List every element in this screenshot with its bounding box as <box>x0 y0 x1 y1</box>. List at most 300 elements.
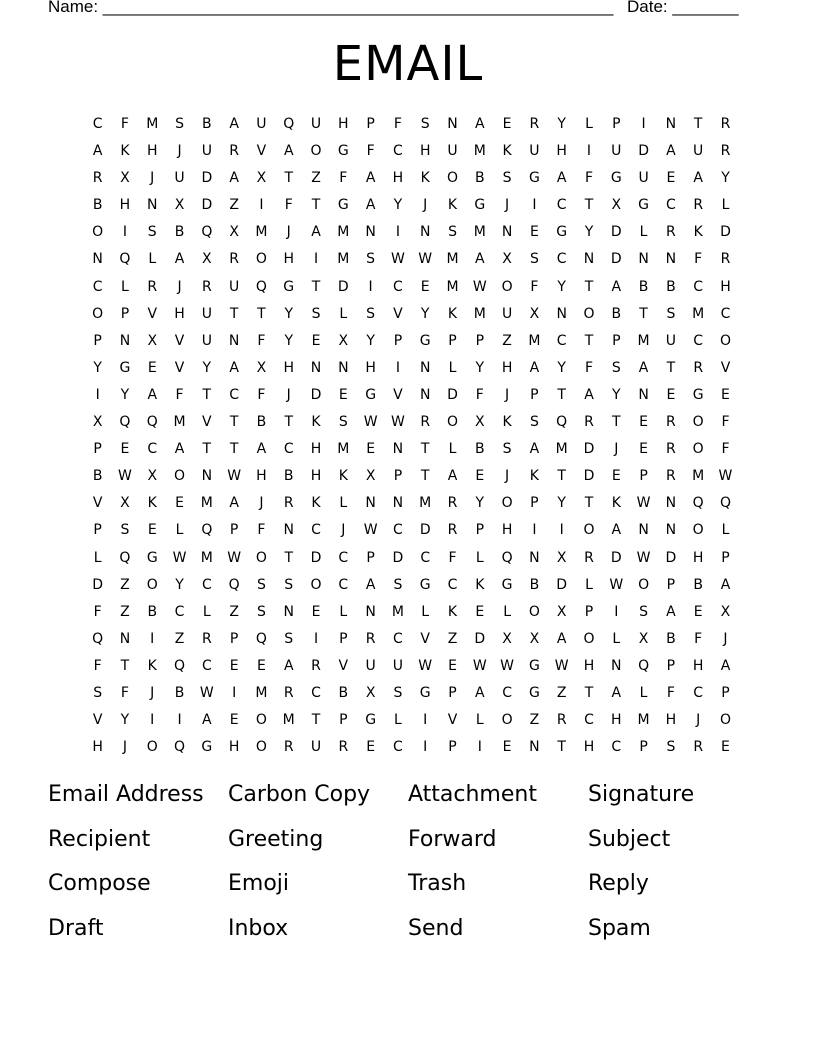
grid-letter: C <box>393 522 403 539</box>
grid-letter: K <box>447 603 458 620</box>
grid-letter: Y <box>393 197 403 214</box>
grid-letter: A <box>365 170 376 187</box>
grid-letter: P <box>530 495 539 512</box>
grid-letter: N <box>392 441 404 458</box>
grid-letter: B <box>666 278 676 295</box>
grid-letter: R <box>584 414 594 431</box>
grid-letter: C <box>229 386 240 403</box>
grid-letter: L <box>503 603 511 620</box>
grid-letter: R <box>201 630 212 647</box>
grid-letter: R <box>229 251 239 268</box>
grid-letter: C <box>720 305 731 322</box>
grid-letter: X <box>720 603 731 620</box>
grid-letter: V <box>338 657 349 674</box>
grid-letter: H <box>256 468 267 485</box>
grid-letter: X <box>120 170 130 187</box>
grid-letter: N <box>419 359 431 376</box>
grid-letter: M <box>146 116 159 132</box>
grid-letter: Z <box>529 712 540 729</box>
grid-letter: P <box>584 603 594 620</box>
grid-letter: E <box>338 386 348 403</box>
grid-letter: S <box>256 576 266 593</box>
grid-letter: S <box>448 224 457 241</box>
grid-letter: Q <box>92 630 104 647</box>
grid-letter: R <box>283 684 294 701</box>
grid-letter: G <box>474 197 486 214</box>
grid-letter: W <box>227 468 242 485</box>
grid-letter: E <box>366 739 376 756</box>
grid-letter: Y <box>557 278 566 295</box>
grid-letter: X <box>338 332 349 349</box>
grid-letter: F <box>257 386 266 403</box>
grid-letter: F <box>721 414 730 431</box>
grid-letter: W <box>636 495 651 512</box>
grid-letter: G <box>528 657 540 674</box>
grid-letter: L <box>93 549 102 566</box>
grid-letter: A <box>720 657 731 674</box>
grid-letter: P <box>229 522 239 539</box>
grid-letter: O <box>501 278 513 295</box>
grid-letter: I <box>641 116 646 132</box>
grid-letter: C <box>584 712 594 729</box>
grid-letter: S <box>284 630 294 647</box>
grid-letter: G <box>119 359 131 376</box>
grid-letter: C <box>393 739 403 756</box>
grid-letter: N <box>501 224 513 241</box>
grid-letter: F <box>257 522 266 539</box>
grid-letter: K <box>502 414 512 431</box>
grid-letter: S <box>175 116 184 132</box>
grid-letter: G <box>528 684 540 701</box>
grid-letter: Z <box>120 576 130 593</box>
grid-letter: G <box>528 170 540 187</box>
grid-letter: K <box>475 576 485 593</box>
grid-letter: E <box>529 224 539 241</box>
name-field-label: Name: ______________________________________________________ <box>48 0 614 16</box>
grid-letter: P <box>666 657 676 674</box>
grid-letter: E <box>502 739 512 756</box>
grid-letter: F <box>694 251 703 268</box>
grid-letter: L <box>585 116 593 132</box>
grid-letter: T <box>229 414 239 431</box>
grid-letter: Q <box>201 224 213 241</box>
grid-letter: D <box>665 549 677 566</box>
grid-letter: P <box>339 712 348 729</box>
grid-letter: K <box>120 143 130 160</box>
grid-letter: X <box>365 468 376 485</box>
grid-letter: W <box>118 468 132 485</box>
grid-letter: C <box>556 332 567 349</box>
grid-letter: W <box>199 684 214 701</box>
grid-letter: I <box>232 684 237 701</box>
grid-letter: N <box>119 630 131 647</box>
grid-letter: H <box>92 739 103 756</box>
grid-letter: W <box>718 468 733 485</box>
grid-letter: O <box>501 495 513 512</box>
word-bank-item: Recipient <box>48 826 151 852</box>
grid-letter: N <box>228 332 240 349</box>
grid-letter: S <box>366 305 376 322</box>
grid-letter: I <box>259 197 264 214</box>
grid-letter: R <box>666 224 676 241</box>
grid-letter: P <box>448 684 457 701</box>
grid-letter: M <box>692 305 705 322</box>
grid-letter: A <box>283 143 294 160</box>
grid-letter: B <box>174 224 185 241</box>
grid-letter: Q <box>556 414 568 431</box>
word-bank <box>48 779 788 957</box>
grid-letter: N <box>638 522 649 539</box>
grid-letter: W <box>636 549 651 566</box>
grid-letter: J <box>177 143 182 160</box>
grid-letter: I <box>122 224 128 241</box>
grid-letter: I <box>477 739 482 756</box>
grid-letter: A <box>147 386 158 403</box>
grid-letter: L <box>721 197 730 214</box>
grid-letter: O <box>638 576 650 593</box>
grid-letter: R <box>720 251 731 268</box>
grid-letter: H <box>692 549 704 566</box>
grid-letter: R <box>720 116 731 132</box>
grid-letter: T <box>257 305 266 322</box>
grid-letter: N <box>338 359 349 376</box>
grid-letter: A <box>611 278 622 295</box>
grid-letter: E <box>639 441 649 458</box>
grid-letter: A <box>229 359 239 376</box>
grid-letter: Q <box>146 414 158 431</box>
grid-letter: G <box>419 576 431 593</box>
grid-letter: O <box>719 332 731 349</box>
grid-letter: M <box>337 224 350 241</box>
word-bank-item: Greeting <box>228 826 324 852</box>
grid-letter: A <box>529 359 540 376</box>
grid-letter: S <box>393 684 403 701</box>
date-field-label: Date: _______ <box>627 0 739 16</box>
grid-letter: A <box>92 143 103 160</box>
grid-letter: F <box>393 116 402 132</box>
grid-letter: K <box>529 468 539 485</box>
grid-letter: S <box>529 251 539 268</box>
grid-letter: D <box>447 386 458 403</box>
grid-letter: A <box>475 251 485 268</box>
grid-letter: U <box>693 143 704 160</box>
grid-letter: B <box>666 630 676 647</box>
grid-letter: F <box>584 170 594 187</box>
grid-letter: J <box>259 495 264 512</box>
grid-letter: O <box>692 414 704 431</box>
grid-letter: N <box>583 251 595 268</box>
grid-letter: Q <box>228 576 240 593</box>
grid-letter: M <box>446 278 459 295</box>
grid-letter: I <box>313 251 319 268</box>
grid-letter: R <box>283 495 294 512</box>
grid-letter: G <box>556 224 568 241</box>
grid-letter: R <box>338 739 349 756</box>
grid-letter: C <box>665 197 676 214</box>
grid-letter: E <box>611 468 621 485</box>
grid-letter: P <box>612 116 621 132</box>
grid-letter: A <box>174 441 185 458</box>
grid-letter: E <box>229 712 239 729</box>
grid-letter: A <box>529 441 540 458</box>
grid-letter: T <box>311 197 321 214</box>
grid-letter: O <box>583 305 595 322</box>
word-bank-item: Signature <box>588 782 695 807</box>
grid-letter: F <box>120 116 129 132</box>
grid-letter: W <box>363 522 378 539</box>
grid-letter: P <box>448 739 457 756</box>
grid-letter: G <box>610 170 622 187</box>
grid-letter: X <box>174 197 185 214</box>
grid-letter: U <box>611 143 622 160</box>
grid-letter: P <box>475 332 485 349</box>
grid-letter: L <box>339 305 348 322</box>
grid-letter: T <box>557 468 566 485</box>
grid-letter: Z <box>447 630 458 647</box>
word-bank-item: Inbox <box>228 915 289 941</box>
grid-letter: R <box>420 414 431 431</box>
grid-letter: T <box>693 116 703 132</box>
grid-letter: A <box>584 386 594 403</box>
grid-letter: N <box>283 603 294 620</box>
grid-letter: J <box>614 441 619 458</box>
grid-letter: M <box>446 251 459 268</box>
grid-letter: E <box>147 359 157 376</box>
grid-letter: B <box>92 468 103 485</box>
grid-letter: A <box>202 712 212 729</box>
grid-letter: C <box>611 739 622 756</box>
grid-letter: M <box>555 441 568 458</box>
grid-letter: Z <box>502 332 512 349</box>
grid-letter: X <box>502 630 512 647</box>
grid-letter: E <box>639 414 649 431</box>
grid-letter: H <box>611 712 622 729</box>
grid-letter: Z <box>229 603 239 620</box>
grid-letter: I <box>395 359 400 376</box>
grid-letter: T <box>229 305 239 322</box>
grid-letter: B <box>147 603 158 620</box>
grid-letter: L <box>585 576 593 593</box>
grid-letter: S <box>284 576 294 593</box>
grid-letter: T <box>284 414 293 431</box>
grid-letter: M <box>282 712 295 729</box>
grid-letter: C <box>283 441 294 458</box>
grid-letter: J <box>505 468 510 485</box>
grid-letter: T <box>229 441 239 458</box>
grid-letter: T <box>557 386 566 403</box>
grid-letter: R <box>666 414 676 431</box>
grid-letter: A <box>556 630 567 647</box>
grid-letter: Q <box>692 495 704 512</box>
grid-letter: W <box>227 549 242 566</box>
grid-letter: J <box>122 739 128 756</box>
grid-letter: M <box>391 603 404 620</box>
grid-letter: A <box>447 468 458 485</box>
grid-letter: T <box>666 359 676 376</box>
grid-letter: N <box>419 386 431 403</box>
grid-letter: J <box>286 224 291 241</box>
grid-letter: I <box>532 197 537 214</box>
grid-letter: U <box>310 739 322 756</box>
grid-letter: A <box>638 359 649 376</box>
grid-letter: T <box>202 441 212 458</box>
grid-letter: H <box>174 305 185 322</box>
grid-letter: N <box>365 224 376 241</box>
word-bank-item: Compose <box>48 871 151 896</box>
grid-letter: C <box>311 684 321 701</box>
grid-letter: N <box>310 359 322 376</box>
grid-letter: Q <box>719 495 731 512</box>
grid-letter: O <box>146 576 158 593</box>
grid-letter: H <box>665 712 677 729</box>
grid-letter: C <box>201 657 212 674</box>
grid-letter: N <box>638 251 649 268</box>
grid-letter: H <box>501 522 513 539</box>
grid-letter: Q <box>201 522 213 539</box>
grid-letter: H <box>146 143 158 160</box>
grid-letter: I <box>586 143 592 160</box>
grid-letter: K <box>147 495 157 512</box>
grid-letter: I <box>313 630 319 647</box>
grid-letter: U <box>201 143 212 160</box>
grid-letter: H <box>310 468 322 485</box>
grid-letter: T <box>311 278 321 295</box>
grid-letter: C <box>693 332 704 349</box>
grid-letter: Y <box>420 305 430 322</box>
grid-letter: F <box>694 630 703 647</box>
grid-letter: V <box>92 712 103 729</box>
grid-letter: T <box>584 684 594 701</box>
grid-letter: L <box>639 224 648 241</box>
grid-letter: E <box>311 603 321 620</box>
grid-letter: O <box>310 576 322 593</box>
grid-letter: R <box>365 630 376 647</box>
grid-letter: I <box>368 278 373 295</box>
grid-letter: E <box>175 495 184 512</box>
grid-letter: H <box>692 657 704 674</box>
grid-letter: R <box>584 549 594 566</box>
grid-letter: M <box>473 224 486 241</box>
grid-letter: V <box>393 305 403 322</box>
grid-letter: H <box>583 657 595 674</box>
grid-letter: A <box>256 441 267 458</box>
grid-letter: U <box>665 332 676 349</box>
grid-letter: M <box>255 684 268 701</box>
grid-letter: D <box>556 576 568 593</box>
grid-letter: J <box>286 386 291 403</box>
grid-letter: K <box>147 657 157 674</box>
grid-letter: Z <box>229 197 239 214</box>
grid-letter: Q <box>255 278 267 295</box>
grid-letter: S <box>502 170 512 187</box>
grid-letter: R <box>666 468 676 485</box>
grid-letter: A <box>611 522 622 539</box>
grid-letter: X <box>556 549 567 566</box>
grid-letter: T <box>120 657 130 674</box>
word-bank-item: Email Address <box>48 782 204 807</box>
grid-letter: C <box>147 441 158 458</box>
grid-letter: A <box>365 576 376 593</box>
grid-letter: O <box>255 251 267 268</box>
grid-letter: U <box>256 116 267 132</box>
grid-letter: Z <box>174 630 185 647</box>
grid-letter: I <box>423 712 428 729</box>
grid-letter: L <box>475 549 484 566</box>
grid-letter: X <box>120 495 130 512</box>
grid-letter: V <box>147 305 158 322</box>
grid-letter: Y <box>557 495 566 512</box>
grid-letter: F <box>93 657 102 674</box>
grid-letter: H <box>419 143 431 160</box>
grid-letter: C <box>393 278 403 295</box>
grid-letter: C <box>92 278 103 295</box>
grid-letter: A <box>174 251 185 268</box>
grid-letter: P <box>93 332 102 349</box>
grid-letter: I <box>395 224 400 241</box>
grid-letter: A <box>229 116 239 132</box>
grid-letter: E <box>147 522 157 539</box>
grid-letter: C <box>338 576 349 593</box>
grid-letter: K <box>447 305 458 322</box>
grid-letter: N <box>119 332 131 349</box>
grid-letter: O <box>692 441 704 458</box>
grid-letter: U <box>201 332 212 349</box>
grid-letter: V <box>174 359 185 376</box>
grid-letter: J <box>505 386 510 403</box>
grid-letter: U <box>365 657 376 674</box>
grid-letter: P <box>721 549 730 566</box>
grid-letter: Q <box>119 414 131 431</box>
grid-letter: J <box>341 522 346 539</box>
grid-letter: Q <box>638 657 650 674</box>
grid-letter: X <box>556 603 567 620</box>
grid-letter: T <box>202 386 212 403</box>
grid-letter: H <box>392 170 404 187</box>
grid-letter: E <box>311 332 321 349</box>
grid-letter: D <box>583 468 595 485</box>
grid-letter: B <box>475 170 485 187</box>
word-bank-item: Emoji <box>228 871 290 896</box>
grid-letter: K <box>693 224 703 241</box>
grid-letter: A <box>475 684 485 701</box>
grid-letter: G <box>283 278 295 295</box>
grid-letter: E <box>257 657 266 674</box>
grid-letter: L <box>448 441 457 458</box>
grid-letter: N <box>201 468 213 485</box>
grid-letter: F <box>475 386 484 403</box>
grid-letter: I <box>614 603 619 620</box>
grid-letter: R <box>447 522 458 539</box>
grid-letter: Y <box>557 116 566 132</box>
grid-letter: V <box>202 414 212 431</box>
grid-letter: N <box>638 386 649 403</box>
grid-letter: P <box>721 684 730 701</box>
grid-letter: L <box>394 712 402 729</box>
grid-letter: B <box>92 197 103 214</box>
grid-letter: L <box>339 495 348 512</box>
grid-letter: S <box>529 414 539 431</box>
grid-letter: G <box>337 143 349 160</box>
word-bank-item: Forward <box>408 826 497 852</box>
grid-letter: T <box>584 495 594 512</box>
grid-letter: F <box>257 332 266 349</box>
grid-letter: I <box>423 739 428 756</box>
grid-letter: U <box>529 143 540 160</box>
grid-letter: E <box>120 441 130 458</box>
grid-letter: R <box>693 359 704 376</box>
grid-letter: H <box>119 197 131 214</box>
word-bank-item: Spam <box>588 915 651 941</box>
